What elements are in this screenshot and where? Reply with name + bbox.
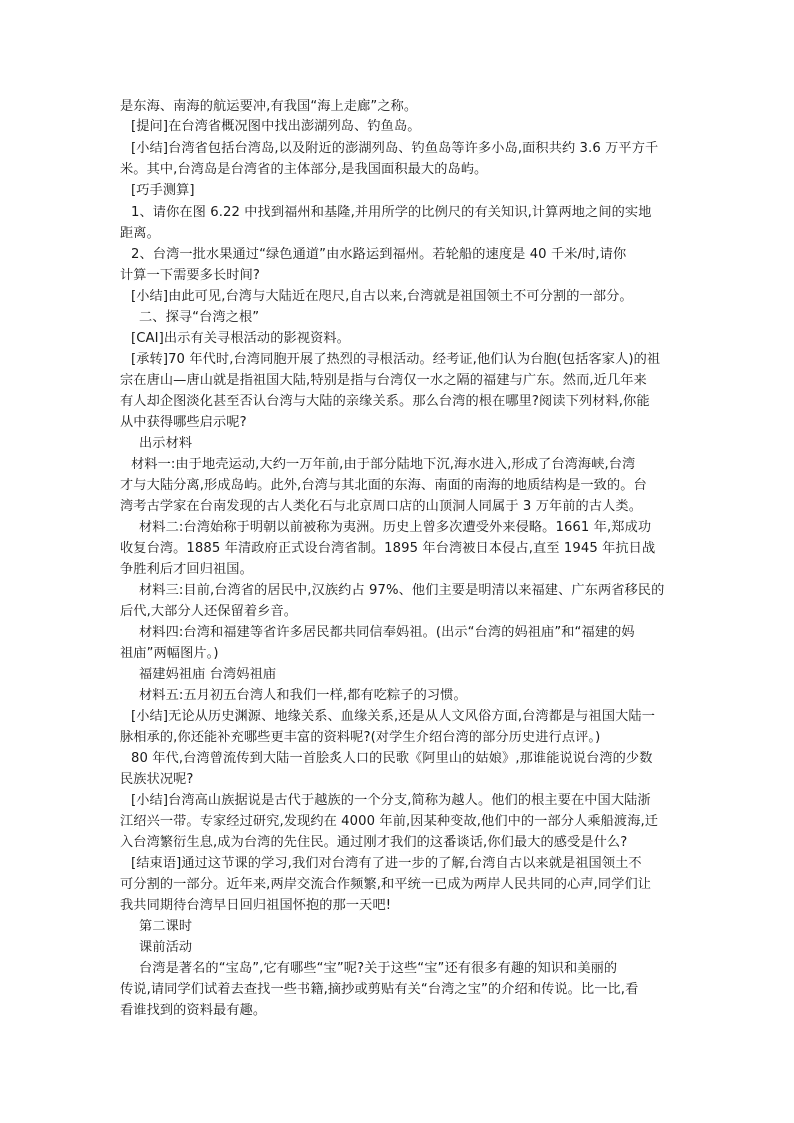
- text-line: [小结]无论从历史渊源、地缘关系、血缘关系,还是从人文风俗方面,台湾都是与祖国大陆一: [131, 709, 655, 724]
- text-line: 2、台湾一批水果通过“绿色通道”由水路运到福州。若轮船的速度是 40 千米/时,请你: [131, 247, 627, 262]
- text-line: 入台湾繁衍生息,成为台湾的先住民。通过刚才我们的这番谈话,你们最大的感受是什么?: [120, 835, 628, 850]
- text-line: 80 年代,台湾曾流传到大陆一首脍炙人口的民歌《阿里山的姑娘》,那谁能说说台湾的少数: [131, 751, 653, 766]
- text-line: [巧手测算]: [131, 183, 195, 198]
- text-line: 争胜利后才回归祖国。: [120, 562, 253, 577]
- text-line: 传说,请同学们试着去查找一些书籍,摘抄或剪贴有关“台湾之宝”的介绍和传说。比一比,看: [120, 982, 639, 997]
- text-line: 湾考古学家在台南发现的古人类化石与北京周口店的山顶洞人同属于 3 万年前的古人类。: [120, 499, 642, 514]
- text-line: 有人却企图淡化甚至否认台湾与大陆的亲缘关系。那么台湾的根在哪里?阅读下列材料,你能: [120, 394, 650, 409]
- text-line: [结束语]通过这节课的学习,我们对台湾有了进一步的了解,台湾自古以来就是祖国领土不: [131, 856, 642, 871]
- text-line: 看谁找到的资料最有趣。: [120, 1003, 267, 1018]
- text-line: [提问]在台湾省概况图中找出澎湖列岛、钓鱼岛。: [131, 119, 421, 134]
- text-line: [小结]台湾省包括台湾岛,以及附近的澎湖列岛、钓鱼岛等许多小岛,面积共约 3.6 万平方千: [131, 141, 659, 156]
- text-line: 祖庙”两幅图片。): [120, 646, 219, 661]
- text-line: 是东海、南海的航运要冲,有我国“海上走廊”之称。: [120, 99, 418, 114]
- text-line: 我共同期待台湾早日回归祖国怀抱的那一天吧!: [120, 898, 392, 913]
- text-line: 材料二:台湾始称于明朝以前被称为夷洲。历史上曾多次遭受外来侵略。1661 年,郑成功: [139, 520, 652, 535]
- section-heading: 二、探寻“台湾之根”: [139, 310, 260, 325]
- text-line: 脉相承的,你还能补充哪些更丰富的资料呢?(对学生介绍台湾的部分历史进行点评。): [120, 730, 601, 745]
- text-line: 才与大陆分离,形成岛屿。此外,台湾与其北面的东海、南面的南海的地质结构是一致的。台: [120, 478, 647, 493]
- text-line: 可分割的一部分。近年来,两岸交流合作频繁,和平统一已成为两岸人民共同的心声,同学们让: [120, 877, 652, 892]
- text-line: 距离。: [120, 226, 160, 241]
- section-heading: 第二课时: [139, 919, 193, 934]
- text-line: 1、请你在图 6.22 中找到福州和基隆,并用所学的比例尺的有关知识,计算两地之间的实地: [131, 205, 652, 220]
- text-line: 米。其中,台湾岛是台湾省的主体部分,是我国面积最大的岛屿。: [120, 162, 488, 177]
- text-line: [承转]70 年代时,台湾同胞开展了热烈的寻根活动。经考证,他们认为台胞(包括客家人)的祖: [131, 352, 661, 367]
- text-line: [小结]由此可见,台湾与大陆近在咫尺,自古以来,台湾就是祖国领土不可分割的一部分。: [131, 289, 633, 304]
- text-line: 材料三:目前,台湾省的居民中,汉族约占 97%、他们主要是明清以来福建、广东两省移民的: [139, 583, 665, 598]
- text-line: 台湾是著名的“宝岛”,它有哪些“宝”呢?关于这些“宝”还有很多有趣的知识和美丽的: [139, 961, 618, 976]
- text-line: 计算一下需要多长时间?: [120, 268, 260, 283]
- text-line: 从中获得哪些启示呢?: [120, 415, 247, 430]
- text-line: 材料五:五月初五台湾人和我们一样,都有吃粽子的习惯。: [139, 688, 467, 703]
- text-line: [小结]台湾高山族据说是古代于越族的一个分支,简称为越人。他们的根主要在中国大陆浙: [131, 793, 651, 808]
- text-line: 收复台湾。1885 年清政府正式设台湾省制。1895 年台湾被日本侵占,直至 1945 年抗日战: [120, 541, 656, 556]
- text-line: 福建妈祖庙 台湾妈祖庙: [139, 667, 277, 682]
- text-line: 民族状况呢?: [120, 772, 194, 787]
- text-line: 江绍兴一带。专家经过研究,发现约在 4000 年前,因某种变故,他们中的一部分人乘船渡海,迁: [120, 814, 659, 829]
- text-line: 课前活动: [139, 940, 193, 955]
- text-line: 宗在唐山—唐山就是指祖国大陆,特别是指与台湾仅一水之隔的福建与广东。然而,近几年来: [120, 373, 647, 388]
- text-line: [CAI]出示有关寻根活动的影视资料。: [131, 331, 350, 346]
- text-line: 出示材料: [139, 436, 193, 451]
- text-line: 后代,大部分人还保留着乡音。: [120, 604, 298, 619]
- text-line: 材料四:台湾和福建等省许多居民都共同信奉妈祖。(出示“台湾的妈祖庙”和“福建的妈: [139, 625, 635, 640]
- text-line: 材料一:由于地壳运动,大约一万年前,由于部分陆地下沉,海水进入,形成了台湾海峡,台湾: [131, 457, 636, 472]
